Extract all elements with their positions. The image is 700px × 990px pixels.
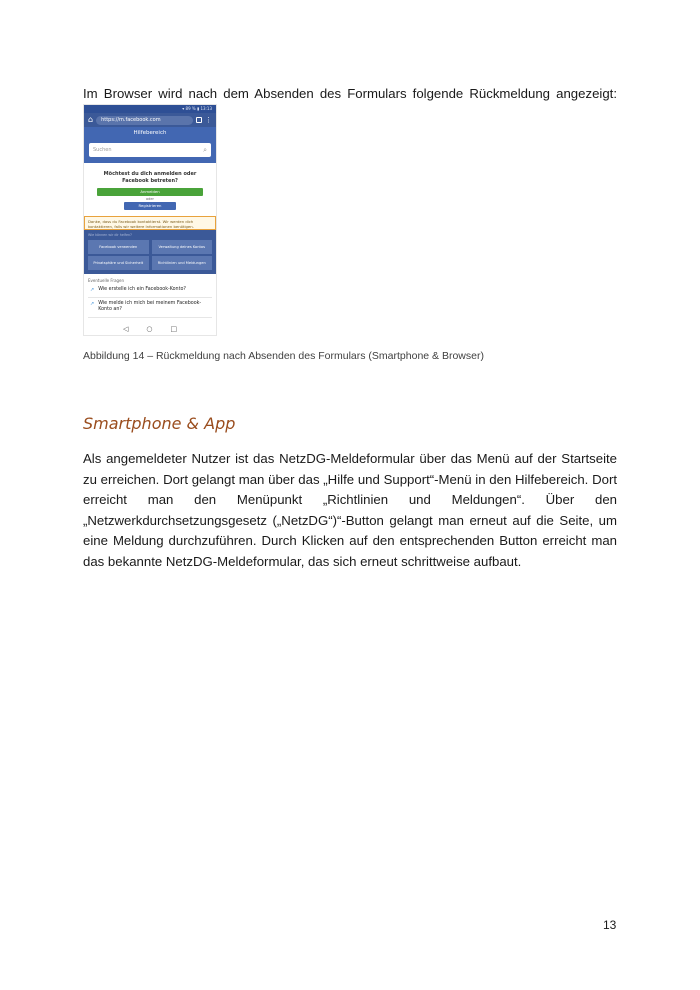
tabs-icon [196,117,202,123]
topic-tile: Facebook verwenden [88,240,149,254]
login-question: Möchtest du dich anmelden oder Facebook betreten? [103,171,197,184]
status-bar: ▾ 89 % ▮ 13:13 [84,105,216,113]
url-bar: https://m.facebook.com [96,116,193,125]
help-topics [84,230,216,274]
topic-tile: Richtlinien und Meldungen [152,256,213,270]
home-icon: ⌂ [88,115,94,124]
faq-item-label: Wie erstelle ich ein Facebook-Konto? [98,287,186,292]
search-input [89,143,211,157]
phone-screenshot [83,104,217,336]
figure-caption: Abbildung 14 – Rückmeldung nach Absenden des Formulars (Smartphone & Browser) [83,350,484,362]
thanks-message: Danke, dass du Facebook kontaktierst. Wir werden dich kontaktieren, falls wir weitere Informationen benötigen. [84,216,216,230]
help-topics-heading: Wie können wir dir helfen? [88,233,132,237]
recents-icon: □ [170,325,178,333]
browser-toolbar [84,113,216,127]
login-button: Anmelden [97,188,203,196]
login-prompt [84,163,216,213]
topic-tile: Verwaltung deines Kontos [152,240,213,254]
section-heading: Smartphone & App [83,414,236,433]
faq-item [88,298,212,318]
intro-text: Im Browser wird nach dem Absenden des Formulars folgende Rückmeldung angezeigt: [83,86,617,101]
faq-section [84,274,216,318]
trending-icon: ↗ [90,300,95,307]
search-area [84,139,216,163]
android-nav-bar [84,323,216,335]
body-paragraph: Als angemeldeter Nutzer ist das NetzDG-Meldeformular über das Menü auf der Startseite zu erreichen. Dort gelangt man über das „Hilfe und Support“-Menü in den Hilfebereich. Dort erreicht man den Menüpunkt „Richtlinien und Meldungen“. Über den „Netzwerkdurchsetzungsgesetz („NetzDG“)“-Button gelangt man erneut auf die Seite, um eine Meldung durchzuführen. Durch Klicken auf den entsprechenden Button erreicht man das bekannte NetzDG-Meldeformular, das sich erneut schrittweise aufbaut. [83,451,617,569]
help-center-title: Hilfebereich [84,127,216,139]
or-text: oder [146,197,154,201]
register-button: Registrieren [124,202,176,210]
faq-item-label: Wie melde ich mich bei meinem Facebook-Konto an? [98,300,202,312]
faq-item [88,284,212,298]
search-icon: ⌕ [203,146,207,154]
home-circle-icon: ○ [146,325,153,333]
topic-tile: Privatsphäre und Sicherheit [88,256,149,270]
page-number: 13 [603,918,617,932]
faq-title: Eventuelle Fragen [88,278,125,283]
more-menu-icon: ⋮ [205,116,212,124]
trending-icon: ↗ [90,287,95,293]
search-placeholder: Suchen [93,147,112,153]
back-icon: ◁ [122,325,129,333]
